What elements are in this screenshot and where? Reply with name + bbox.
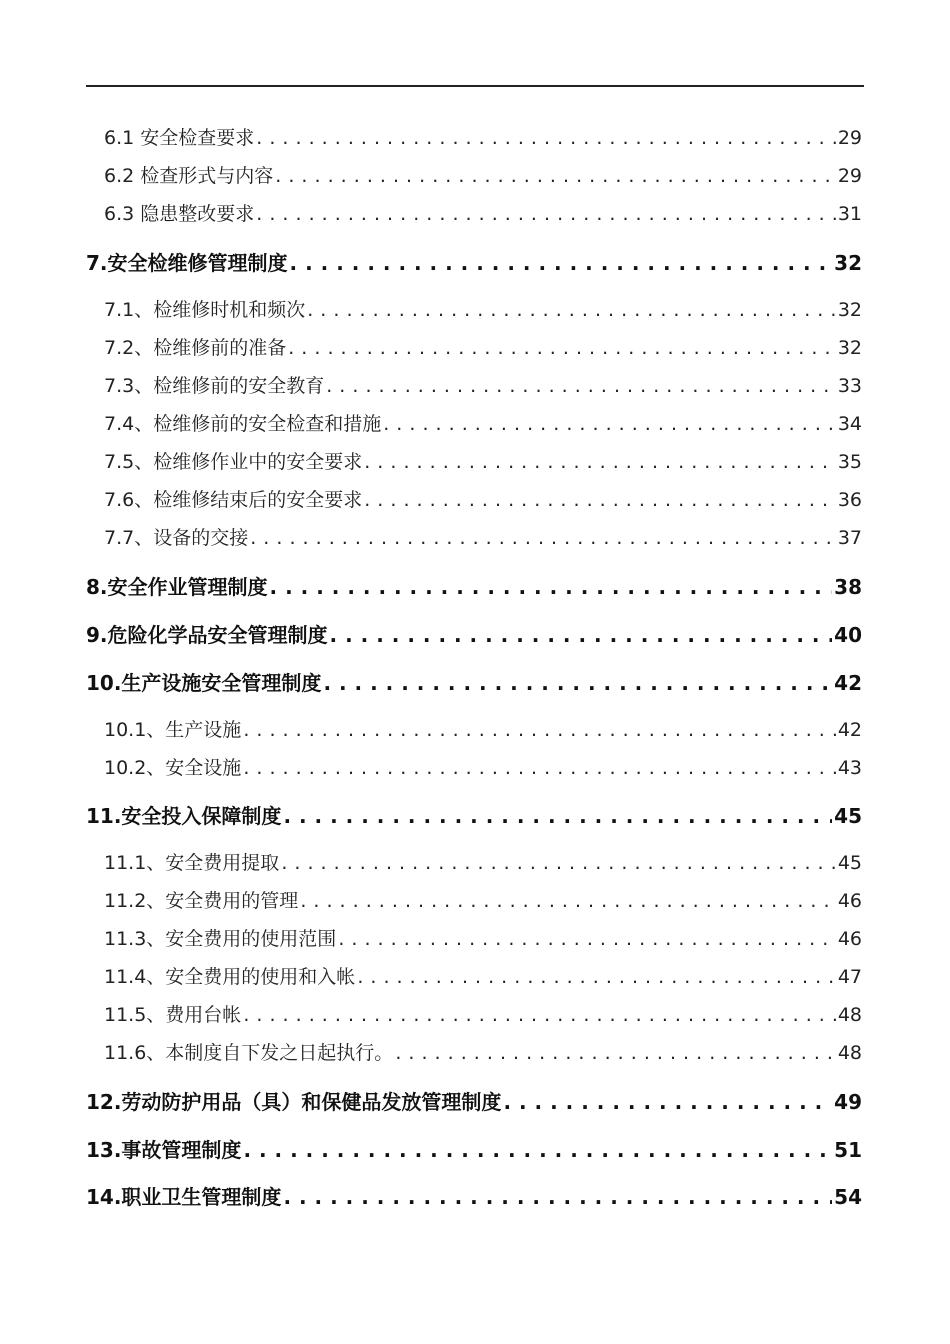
dot-leader xyxy=(330,621,833,649)
toc-entry-7-7[interactable] xyxy=(104,524,862,552)
toc-entry-title: 10.生产设施安全管理制度 xyxy=(86,671,322,695)
toc-entry-title: 6.1 安全检查要求 xyxy=(104,127,255,149)
toc-entry-title: 7.6、检维修结束后的安全要求 xyxy=(104,489,363,511)
dot-leader xyxy=(338,925,836,953)
dot-leader xyxy=(357,963,836,991)
toc-entry-10[interactable] xyxy=(86,669,862,697)
toc-entry-title: 11.4、安全费用的使用和入帐 xyxy=(104,966,356,988)
dot-leader xyxy=(243,716,836,744)
toc-entry-7-4[interactable] xyxy=(104,410,862,438)
toc-page-number: 32 xyxy=(837,299,862,321)
toc-entry-title: 7.1、检维修时机和频次 xyxy=(104,299,306,321)
toc-entry-7-3[interactable] xyxy=(104,372,862,400)
toc-entry-12[interactable] xyxy=(86,1088,862,1116)
toc-entry-title: 11.3、安全费用的使用范围 xyxy=(104,928,337,950)
toc-page-number: 54 xyxy=(834,1185,862,1209)
dot-leader xyxy=(256,200,836,228)
toc-page-number: 40 xyxy=(834,623,862,647)
toc-page-number: 42 xyxy=(834,671,862,695)
header-rule xyxy=(86,85,864,87)
toc-page-number: 36 xyxy=(837,489,862,511)
toc-entry-11-2[interactable] xyxy=(104,887,862,915)
dot-leader xyxy=(250,524,836,552)
dot-leader xyxy=(364,486,836,514)
dot-leader xyxy=(323,669,832,697)
toc-entry-14[interactable] xyxy=(86,1183,862,1211)
dot-leader xyxy=(275,162,836,190)
dot-leader xyxy=(364,448,836,476)
toc-entry-7-2[interactable] xyxy=(104,334,862,362)
toc-page-number: 51 xyxy=(834,1138,862,1162)
toc-page-number: 33 xyxy=(837,375,862,397)
toc-entry-title: 6.3 隐患整改要求 xyxy=(104,203,255,225)
toc-page-number: 49 xyxy=(834,1090,862,1114)
toc-entry-title: 7.3、检维修前的安全教育 xyxy=(104,375,325,397)
toc-entry-title: 11.5、费用台帐 xyxy=(104,1004,242,1026)
dot-leader xyxy=(281,849,836,877)
toc-page-number: 47 xyxy=(837,966,862,988)
toc-entry-11[interactable] xyxy=(86,802,862,830)
toc-entry-7[interactable] xyxy=(86,249,862,277)
toc-entry-9[interactable] xyxy=(86,621,862,649)
toc-entry-title: 11.6、本制度自下发之日起执行。 xyxy=(104,1042,394,1064)
dot-leader xyxy=(288,334,836,362)
dot-leader xyxy=(503,1088,832,1116)
toc-entry-title: 7.4、检维修前的安全检查和措施 xyxy=(104,413,382,435)
toc-entry-8[interactable] xyxy=(86,573,862,601)
dot-leader xyxy=(270,573,833,601)
toc-entry-title: 11.2、安全费用的管理 xyxy=(104,890,299,912)
toc-entry-6-3[interactable] xyxy=(104,200,862,228)
toc-entry-title: 11.安全投入保障制度 xyxy=(86,804,282,828)
toc-entry-10-2[interactable] xyxy=(104,754,862,782)
toc-entry-title: 6.2 检查形式与内容 xyxy=(104,165,274,187)
toc-page-number: 29 xyxy=(837,127,862,149)
toc-entry-title: 7.安全检维修管理制度 xyxy=(86,251,288,275)
toc-entry-11-1[interactable] xyxy=(104,849,862,877)
dot-leader xyxy=(243,1001,836,1029)
toc-page-number: 46 xyxy=(837,890,862,912)
toc-page-number: 43 xyxy=(837,757,862,779)
dot-leader xyxy=(307,296,836,324)
toc-page-number: 38 xyxy=(834,575,862,599)
toc-entry-7-5[interactable] xyxy=(104,448,862,476)
toc-page-number: 37 xyxy=(837,527,862,549)
toc-page-number: 42 xyxy=(837,719,862,741)
toc-entry-title: 14.职业卫生管理制度 xyxy=(86,1185,282,1209)
toc-entry-13[interactable] xyxy=(86,1136,862,1164)
toc-entry-10-1[interactable] xyxy=(104,716,862,744)
toc-page-number: 46 xyxy=(837,928,862,950)
toc-entry-11-6[interactable] xyxy=(104,1039,862,1067)
toc-entry-title: 11.1、安全费用提取 xyxy=(104,852,280,874)
toc-page-number: 35 xyxy=(837,451,862,473)
dot-leader xyxy=(326,372,836,400)
toc-page-number: 32 xyxy=(837,337,862,359)
toc-entry-7-6[interactable] xyxy=(104,486,862,514)
dot-leader xyxy=(256,124,836,152)
toc-page-number: 31 xyxy=(837,203,862,225)
toc-page-number: 45 xyxy=(834,804,862,828)
toc-page-number: 48 xyxy=(837,1042,862,1064)
toc-page-number: 32 xyxy=(834,251,862,275)
toc-entry-7-1[interactable] xyxy=(104,296,862,324)
toc-entry-title: 7.7、设备的交接 xyxy=(104,527,249,549)
dot-leader xyxy=(290,249,833,277)
dot-leader xyxy=(283,1183,832,1211)
dot-leader xyxy=(243,1136,832,1164)
toc-entry-6-2[interactable] xyxy=(104,162,862,190)
toc-entry-title: 7.2、检维修前的准备 xyxy=(104,337,287,359)
toc-entry-6-1[interactable] xyxy=(104,124,862,152)
toc-entry-11-4[interactable] xyxy=(104,963,862,991)
toc-entry-title: 9.危险化学品安全管理制度 xyxy=(86,623,328,647)
toc-entry-title: 8.安全作业管理制度 xyxy=(86,575,268,599)
toc-entry-title: 10.1、生产设施 xyxy=(104,719,242,741)
toc-page-number: 29 xyxy=(837,165,862,187)
toc-entry-title: 12.劳动防护用品（具）和保健品发放管理制度 xyxy=(86,1090,502,1114)
toc-page-number: 48 xyxy=(837,1004,862,1026)
dot-leader xyxy=(395,1039,836,1067)
toc-entry-title: 10.2、安全设施 xyxy=(104,757,242,779)
toc-entry-title: 7.5、检维修作业中的安全要求 xyxy=(104,451,363,473)
toc-entry-11-5[interactable] xyxy=(104,1001,862,1029)
dot-leader xyxy=(300,887,836,915)
dot-leader xyxy=(243,754,836,782)
toc-page-number: 45 xyxy=(837,852,862,874)
toc-entry-11-3[interactable] xyxy=(104,925,862,953)
dot-leader xyxy=(383,410,836,438)
toc-page-number: 34 xyxy=(837,413,862,435)
toc-entry-title: 13.事故管理制度 xyxy=(86,1138,242,1162)
dot-leader xyxy=(283,802,832,830)
